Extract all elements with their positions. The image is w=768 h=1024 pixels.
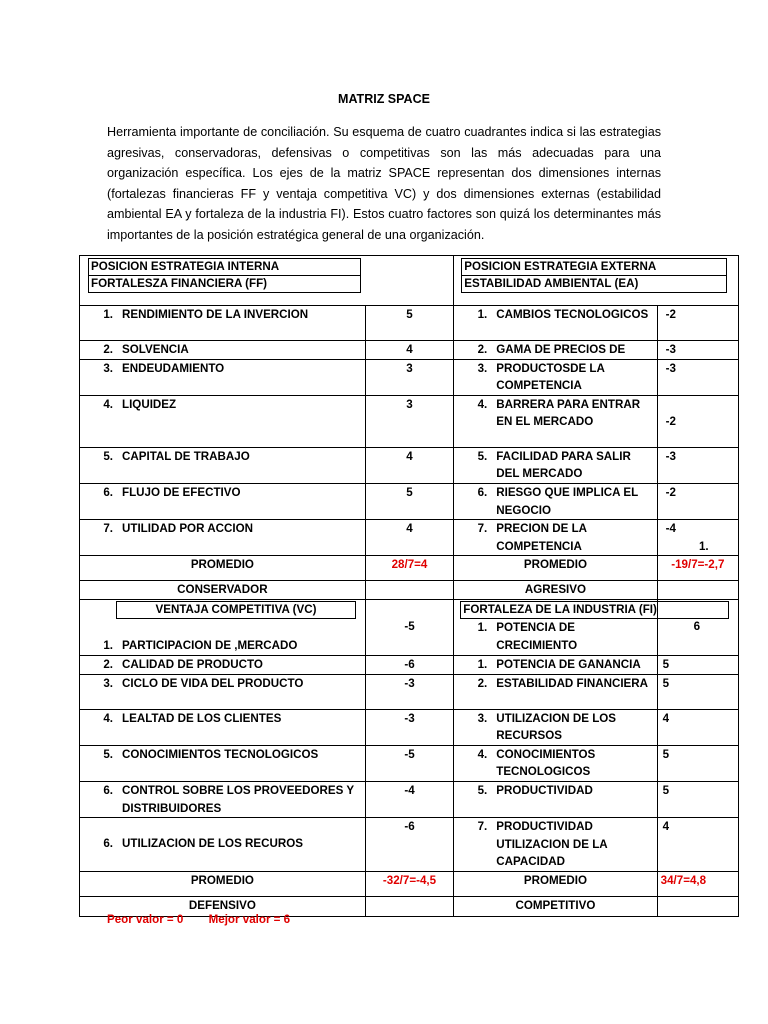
ff-item xyxy=(80,359,366,395)
item-number: 2. xyxy=(103,343,113,356)
ea-item-value xyxy=(657,395,738,447)
item-number: 3. xyxy=(477,711,488,725)
ff-average-label: PROMEDIO xyxy=(80,556,366,581)
table-row xyxy=(80,520,739,556)
item-label: CAPITAL DE TRABAJO xyxy=(122,449,250,463)
table-row xyxy=(80,674,739,709)
fi-item xyxy=(454,709,657,745)
intro-paragraph: Herramienta importante de conciliación. Su esquema de cuatro cuadrantes indica si las estrategias agresivas, conservadoras, defensivas o competitivas son las más adecuadas para una organización específica. Los ejes de la matriz SPACE representan dos dimensiones internas (fortalezas financieras FF y ventaja competitiva VC) y dos dimensiones externas (estabilidad ambiental EA y fortaleza de la industria FI). Estos cuatro factores son quizá los determinantes más importantes de la posición estratégica general de una organización. xyxy=(107,125,661,242)
ea-value: -2 xyxy=(665,485,676,499)
quadrant-agresivo: AGRESIVO xyxy=(454,581,657,600)
vc-item-value: -5 xyxy=(365,599,453,655)
table-row xyxy=(80,306,739,341)
vc-item xyxy=(80,599,366,655)
ea-item-value xyxy=(657,341,738,360)
ea-stray-number: 1. xyxy=(698,539,709,553)
item-label: GAMA DE PRECIOS DE xyxy=(496,343,626,356)
best-value: Mejor valor = 6 xyxy=(208,913,291,926)
vc-item xyxy=(80,781,366,817)
vc-average-row xyxy=(80,871,739,896)
ea-value: -2 xyxy=(665,414,676,428)
item-number: 5. xyxy=(103,747,113,761)
vc-item-value: -4 xyxy=(365,781,453,817)
table-row xyxy=(80,709,739,745)
vc-item xyxy=(80,818,366,872)
ea-item xyxy=(454,341,657,360)
ea-item-value xyxy=(657,359,738,395)
value-scale-legend xyxy=(107,913,312,926)
vc-item-value: -3 xyxy=(365,709,453,745)
fi-item-value: 5 xyxy=(657,745,738,781)
item-label: FACILIDAD PARA SALIR DEL MERCADO xyxy=(496,449,631,481)
item-number: 7. xyxy=(477,820,488,834)
item-number: 2. xyxy=(477,676,488,690)
item-label: ENDEUDAMIENTO xyxy=(122,361,225,375)
item-label: CONTROL SOBRE LOS PROVEEDORES Y DISTRIBUIDORES xyxy=(122,783,354,815)
item-label: CONOCIMIENTOS TECNOLOGICOS xyxy=(496,747,596,779)
ea-title: ESTABILIDAD AMBIENTAL (EA) xyxy=(461,276,727,293)
fi-item-value: 4 xyxy=(657,709,738,745)
section-header-row xyxy=(80,256,739,306)
item-number: 4. xyxy=(477,397,488,411)
ea-item-value xyxy=(657,483,738,519)
ea-value: -3 xyxy=(665,361,676,375)
item-number: 1. xyxy=(477,308,488,321)
ea-item xyxy=(454,483,657,519)
vc-item xyxy=(80,655,366,674)
vc-item-value: -6 xyxy=(365,818,453,872)
item-number: 3. xyxy=(477,361,488,375)
ea-value: -3 xyxy=(665,449,676,463)
item-number: 6. xyxy=(477,485,488,499)
fi-item-value: 6 xyxy=(657,599,738,655)
ff-item-value: 3 xyxy=(365,359,453,395)
item-label: CALIDAD DE PRODUCTO xyxy=(122,657,263,671)
ea-average-value: -19/7=-2,7 xyxy=(657,556,738,581)
item-label: RENDIMIENTO DE LA INVERCION xyxy=(122,308,309,321)
item-label: BARRERA PARA ENTRAR EN EL MERCADO xyxy=(496,397,641,429)
fi-average-value: 34/7=4,8 xyxy=(657,871,738,896)
table-row xyxy=(80,447,739,483)
item-label: PRODUCTIVIDAD UTILIZACION DE LA CAPACIDAD xyxy=(496,820,608,869)
item-number: 3. xyxy=(103,676,113,690)
external-header: POSICION ESTRATEGIA EXTERNA xyxy=(461,258,727,276)
item-number: 1. xyxy=(477,657,488,671)
ff-item xyxy=(80,447,366,483)
vc-item xyxy=(80,709,366,745)
ff-average-value: 28/7=4 xyxy=(365,556,453,581)
table-row xyxy=(80,818,739,872)
item-label: RIESGO QUE IMPLICA EL NEGOCIO xyxy=(496,485,638,517)
internal-header-cell xyxy=(80,256,454,306)
item-number: 6. xyxy=(103,485,113,499)
item-number: 1. xyxy=(103,308,113,321)
vc-average-value: -32/7=-4,5 xyxy=(365,871,453,896)
item-label: POTENCIA DE GANANCIA xyxy=(496,657,641,671)
item-number: 6. xyxy=(103,783,113,797)
fi-average-label: PROMEDIO xyxy=(454,871,657,896)
item-number: 1. xyxy=(477,620,488,634)
item-label: PARTICIPACION DE ,MERCADO xyxy=(122,638,298,652)
vc-item xyxy=(80,745,366,781)
item-label: CAMBIOS TECNOLOGICOS xyxy=(496,308,649,321)
ff-average-row xyxy=(80,556,739,581)
ff-item-value: 4 xyxy=(365,447,453,483)
vc-item-value: -3 xyxy=(365,674,453,709)
item-number: 6. xyxy=(103,837,113,851)
fi-item-value: 5 xyxy=(657,674,738,709)
internal-header: POSICION ESTRATEGIA INTERNA xyxy=(88,258,361,276)
item-number: 5. xyxy=(103,449,113,463)
fi-item xyxy=(454,674,657,709)
ea-item-value xyxy=(657,447,738,483)
fi-item xyxy=(454,745,657,781)
item-label: UTILIZACION DE LOS RECURSOS xyxy=(496,711,617,743)
fi-item-value: 5 xyxy=(657,781,738,817)
ea-item-value xyxy=(657,306,738,341)
item-label: SOLVENCIA xyxy=(122,343,189,356)
ff-item xyxy=(80,306,366,341)
ff-item-value: 4 xyxy=(365,341,453,360)
item-number: 4. xyxy=(103,711,113,725)
space-matrix-table xyxy=(79,255,739,917)
worst-value: Peor valor = 0 xyxy=(107,913,184,926)
vc-item-value: -6 xyxy=(365,655,453,674)
ea-item xyxy=(454,359,657,395)
ea-value: -4 xyxy=(665,522,676,536)
fi-item-value: 4 xyxy=(657,818,738,872)
table-row xyxy=(80,599,739,655)
table-row xyxy=(80,781,739,817)
item-label: UTILIZACION DE LOS RECUROS xyxy=(122,837,303,851)
quadrant-row-top xyxy=(80,581,739,600)
fi-item xyxy=(454,781,657,817)
item-label: CICLO DE VIDA DEL PRODUCTO xyxy=(122,676,304,690)
item-number: 2. xyxy=(477,343,488,356)
ff-item xyxy=(80,395,366,447)
page-title: MATRIZ SPACE xyxy=(338,92,430,106)
table-row xyxy=(80,395,739,447)
item-number: 5. xyxy=(477,449,488,463)
quadrant-competitivo: COMPETITIVO xyxy=(454,896,657,916)
item-label: ESTABILIDAD FINANCIERA xyxy=(496,676,649,690)
external-header-cell xyxy=(454,256,739,306)
ff-item-value: 5 xyxy=(365,483,453,519)
ff-item xyxy=(80,483,366,519)
ff-title: FORTALESZA FINANCIERA (FF) xyxy=(88,276,361,293)
fi-item xyxy=(454,599,657,655)
ea-item xyxy=(454,520,657,556)
table-row xyxy=(80,359,739,395)
item-label: PRECION DE LA COMPETENCIA xyxy=(496,522,587,553)
ea-value: -3 xyxy=(665,343,676,356)
ea-item-value xyxy=(657,520,738,556)
item-number: 7. xyxy=(103,522,113,536)
table-row xyxy=(80,483,739,519)
vc-average-label: PROMEDIO xyxy=(80,871,366,896)
item-label: PRODUCTIVIDAD xyxy=(496,783,593,797)
item-label: FLUJO DE EFECTIVO xyxy=(122,485,241,499)
ff-item xyxy=(80,520,366,556)
quadrant-defensivo: DEFENSIVO xyxy=(80,896,366,916)
ff-item xyxy=(80,341,366,360)
vc-item xyxy=(80,674,366,709)
ff-item-value: 5 xyxy=(365,306,453,341)
item-label: POTENCIA DE CRECIMIENTO xyxy=(496,620,578,652)
fi-item-value: 5 xyxy=(657,655,738,674)
item-number: 7. xyxy=(477,522,488,536)
item-label: CONOCIMIENTOS TECNOLOGICOS xyxy=(122,747,319,761)
ea-item xyxy=(454,306,657,341)
vc-title: VENTAJA COMPETITIVA (VC) xyxy=(116,601,356,619)
ea-average-label: PROMEDIO xyxy=(454,556,657,581)
item-number: 2. xyxy=(103,657,113,671)
ea-value: -2 xyxy=(665,308,676,321)
item-number: 4. xyxy=(103,397,113,411)
quadrant-conservador: CONSERVADOR xyxy=(80,581,366,600)
table-row xyxy=(80,745,739,781)
ea-item xyxy=(454,447,657,483)
ea-item xyxy=(454,395,657,447)
table-row xyxy=(80,341,739,360)
item-number: 1. xyxy=(103,638,113,652)
ff-item-value: 4 xyxy=(365,520,453,556)
fi-item xyxy=(454,655,657,674)
table-row xyxy=(80,655,739,674)
item-number: 4. xyxy=(477,747,488,761)
item-label: LEALTAD DE LOS CLIENTES xyxy=(122,711,282,725)
item-label: UTILIDAD POR ACCION xyxy=(122,522,253,536)
item-number: 5. xyxy=(477,783,488,797)
vc-item-value: -5 xyxy=(365,745,453,781)
fi-item xyxy=(454,818,657,872)
ff-item-value: 3 xyxy=(365,395,453,447)
item-label: LIQUIDEZ xyxy=(122,397,177,411)
fi-title: FORTALEZA DE LA INDUSTRIA (FI) xyxy=(460,601,729,619)
item-label: PRODUCTOSDE LA COMPETENCIA xyxy=(496,361,605,393)
item-number: 3. xyxy=(103,361,113,375)
